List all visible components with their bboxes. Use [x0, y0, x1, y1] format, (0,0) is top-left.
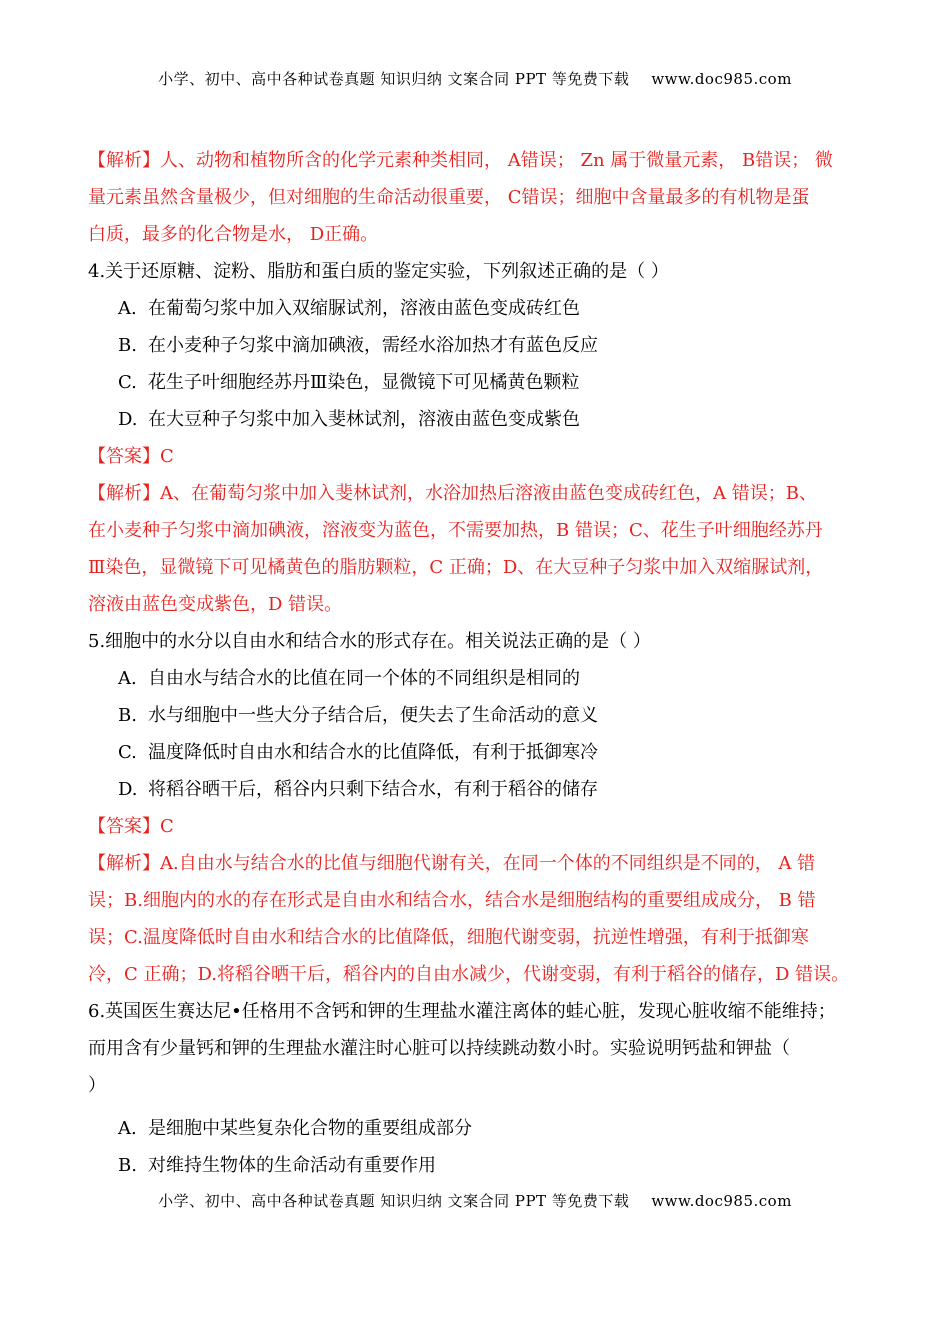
analysis-line: 冷，C 正确；D.将稻谷晒干后，稻谷内的自由水减少，代谢变弱，有利于稻谷的储存，D 错误。 — [88, 964, 850, 985]
option-a — [88, 290, 868, 327]
question-6 — [88, 993, 868, 1184]
analysis-line: 量元素虽然含量极少，但对细胞的生命活动很重要， C错误；细胞中含量最多的有机物是蛋 — [88, 187, 810, 208]
option-letter: D. — [118, 779, 138, 800]
header-site: www.doc985.com — [651, 70, 792, 88]
option-text: 对维持生物体的生命活动有重要作用 — [148, 1155, 436, 1176]
option-b — [88, 1147, 868, 1184]
analysis-line: 误；C.温度降低时自由水和结合水的比值降低，细胞代谢变弱，抗逆性增强，有利于抵御寒 — [88, 927, 809, 948]
analysis-line: 溶液由蓝色变成紫色，D 错误。 — [88, 594, 343, 615]
option-text: 在葡萄匀浆中加入双缩脲试剂，溶液由蓝色变成砖红色 — [148, 298, 580, 319]
answer-label: 【答案】C — [88, 816, 174, 837]
option-text: 将稻谷晒干后，稻谷内只剩下结合水，有利于稻谷的储存 — [148, 779, 598, 800]
analysis-line: 误；B.细胞内的水的存在形式是自由水和结合水，结合水是细胞结构的重要组成成分， B 错 — [88, 890, 816, 911]
analysis-line: 【解析】A、在葡萄匀浆中加入斐林试剂，水浴加热后溶液由蓝色变成砖红色，A 错误；B、 — [88, 483, 817, 504]
option-letter: D. — [118, 409, 138, 430]
option-text: 在小麦种子匀浆中滴加碘液，需经水浴加热才有蓝色反应 — [148, 335, 598, 356]
option-a — [88, 660, 868, 697]
analysis-line: 在小麦种子匀浆中滴加碘液，溶液变为蓝色，不需要加热，B 错误；C、花生子叶细胞经苏丹 — [88, 520, 823, 541]
option-text: 温度降低时自由水和结合水的比值降低，有利于抵御寒冷 — [148, 742, 598, 763]
analysis-line: 【解析】人、动物和植物所含的化学元素种类相同， A错误； Zn 属于微量元素， B错误； 微 — [88, 150, 833, 171]
option-text: 是细胞中某些复杂化合物的重要组成部分 — [148, 1118, 472, 1139]
q3-analysis — [88, 142, 868, 253]
analysis-line: 白质，最多的化合物是水， D正确。 — [88, 224, 379, 245]
option-text: 自由水与结合水的比值在同一个体的不同组织是相同的 — [148, 668, 580, 689]
option-letter: C. — [118, 372, 137, 393]
header-text: 小学、初中、高中各种试卷真题 知识归纳 文案合同 PPT 等免费下载 — [158, 70, 630, 88]
question-4 — [88, 253, 868, 623]
question-5 — [88, 623, 868, 993]
option-b — [88, 327, 868, 364]
option-text: 在大豆种子匀浆中加入斐林试剂，溶液由蓝色变成紫色 — [148, 409, 580, 430]
option-text: 水与细胞中一些大分子结合后，便失去了生命活动的意义 — [148, 705, 598, 726]
option-a — [88, 1110, 868, 1147]
question-stem: 4.关于还原糖、淀粉、脂肪和蛋白质的鉴定实验，下列叙述正确的是（ ） — [88, 261, 669, 282]
option-letter: C. — [118, 742, 137, 763]
option-letter: A. — [118, 298, 137, 319]
option-c — [88, 364, 868, 401]
document-body — [88, 142, 868, 1184]
page-header — [0, 68, 950, 89]
option-text: 花生子叶细胞经苏丹Ⅲ染色，显微镜下可见橘黄色颗粒 — [148, 372, 580, 393]
option-letter: A. — [118, 668, 137, 689]
option-c — [88, 734, 868, 771]
option-b — [88, 697, 868, 734]
answer-label: 【答案】C — [88, 446, 174, 467]
footer-text: 小学、初中、高中各种试卷真题 知识归纳 文案合同 PPT 等免费下载 — [158, 1192, 630, 1210]
option-letter: B. — [118, 705, 137, 726]
question-stem: ） — [88, 1075, 106, 1096]
question-stem: 6.英国医生赛达尼•任格用不含钙和钾的生理盐水灌注离体的蛙心脏，发现心脏收缩不能维持； — [88, 1001, 836, 1022]
option-letter: B. — [118, 335, 137, 356]
analysis-line: Ⅲ染色，显微镜下可见橘黄色的脂肪颗粒，C 正确；D、在大豆种子匀浆中加入双缩脲试剂， — [88, 557, 824, 578]
option-d — [88, 771, 868, 808]
question-stem: 而用含有少量钙和钾的生理盐水灌注时心脏可以持续跳动数小时。实验说明钙盐和钾盐（ — [88, 1038, 790, 1059]
question-stem: 5.细胞中的水分以自由水和结合水的形式存在。相关说法正确的是（ ） — [88, 631, 651, 652]
option-letter: B. — [118, 1155, 137, 1176]
option-letter: A. — [118, 1118, 137, 1139]
analysis-line: 【解析】A.自由水与结合水的比值与细胞代谢有关，在同一个体的不同组织是不同的， A 错 — [88, 853, 816, 874]
page-footer — [0, 1190, 950, 1211]
footer-site: www.doc985.com — [651, 1192, 792, 1210]
option-d — [88, 401, 868, 438]
